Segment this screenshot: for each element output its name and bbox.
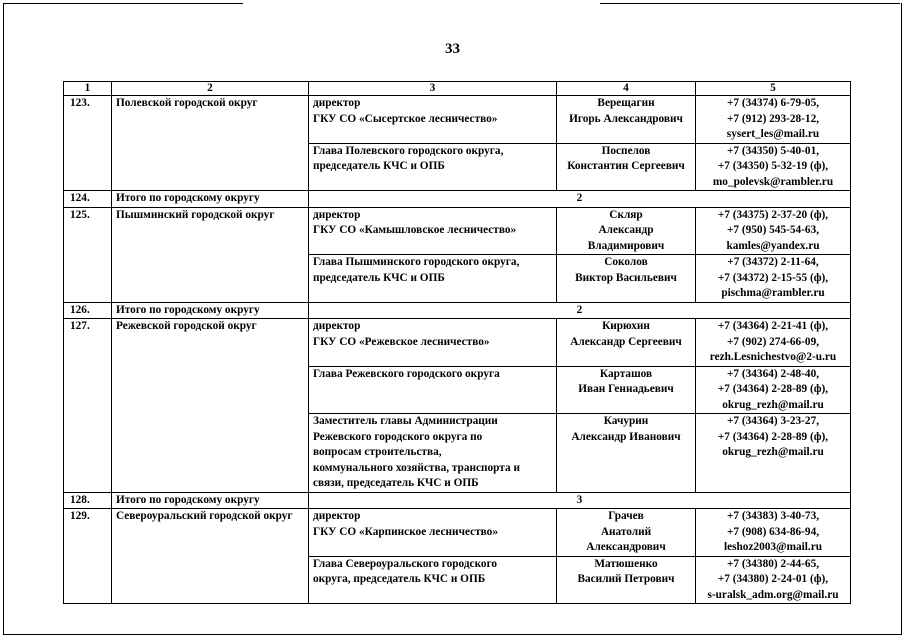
row-number: 123. (64, 96, 112, 191)
contact-cell (696, 255, 851, 303)
contact-line: pischma@rambler.ru (721, 287, 825, 299)
bottom-border (3, 634, 901, 635)
person-name-cell (557, 556, 696, 604)
total-row (64, 191, 851, 208)
position-cell (309, 414, 557, 493)
position-cell (309, 143, 557, 191)
page-number: 33 (445, 41, 460, 57)
contact-line: +7 (34372) 2-15-55 (ф), (717, 271, 829, 284)
position-line: Заместитель главы Администрации (313, 415, 498, 427)
table-row (64, 96, 851, 144)
row-number: 128. (64, 492, 112, 509)
contact-line: +7 (34350) 5-40-01, (726, 144, 820, 157)
person-name-line: Верещагин (597, 97, 655, 109)
total-label: Итого по городскому округу (112, 191, 309, 208)
person-name-line: Александр Сергеевич (570, 335, 682, 348)
contact-line: +7 (908) 634-86-94, (726, 525, 820, 538)
column-header: 4 (557, 82, 696, 96)
position-line: председатель КЧС и ОПБ (313, 160, 445, 172)
row-number: 127. (64, 319, 112, 493)
total-value: 3 (309, 492, 851, 509)
contact-line: okrug_rezh@mail.ru (722, 398, 824, 411)
person-name-line: Матюшенко (594, 557, 658, 570)
person-name-line: Кирюхин (602, 320, 650, 332)
position-line: Глава Североуральского городского (313, 557, 498, 570)
top-border-right (600, 3, 900, 4)
person-name-line: Александр Иванович (571, 430, 681, 443)
contact-line: +7 (34374) 6-79-05, (726, 97, 820, 109)
person-name-line: Грачев (608, 510, 644, 522)
person-name-line: Карташов (599, 367, 653, 380)
person-name-line: Виктор Васильевич (575, 271, 677, 284)
person-name-cell (557, 255, 696, 303)
contact-cell (696, 509, 851, 557)
contact-cell (696, 556, 851, 604)
position-line: Глава Режевского городского округа (313, 367, 500, 380)
column-header: 2 (112, 82, 309, 96)
contact-line: kamles@yandex.ru (726, 239, 820, 252)
person-name-line: Анатолий (600, 525, 652, 538)
position-line: директор (313, 320, 361, 332)
contact-line: +7 (34383) 3-40-73, (726, 510, 820, 522)
position-line: связи, председатель КЧС и ОПБ (313, 477, 479, 489)
person-name-cell (557, 414, 696, 493)
contact-line: +7 (902) 274-66-09, (726, 335, 820, 348)
contact-cell (696, 207, 851, 255)
position-line: ГКУ СО «Камышловское лесничество» (313, 224, 517, 236)
column-header: 5 (696, 82, 851, 96)
person-name-line: Василий Петрович (577, 573, 675, 585)
contact-line: rezh.Lesnichestvo@2-u.ru (709, 351, 837, 363)
position-line: председатель КЧС и ОПБ (313, 271, 445, 284)
contact-line: mo_polevsk@rambler.ru (712, 175, 834, 188)
position-line: коммунального хозяйства, транспорта и (313, 461, 520, 474)
table-header-row (64, 82, 851, 96)
district-name: Полевской городской округ (112, 96, 309, 191)
position-line: ГКУ СО «Карпинское лесничество» (313, 525, 498, 538)
position-line: директор (313, 510, 361, 522)
table-row (64, 207, 851, 255)
total-row (64, 492, 851, 509)
person-name-line: Скляр (609, 208, 643, 221)
position-line: ГКУ СО «Режевское лесничество» (313, 335, 490, 348)
position-line: вопросам строительства, (313, 446, 442, 458)
person-name-cell (557, 143, 696, 191)
district-name: Североуральский городской округ (112, 509, 309, 604)
position-cell (309, 366, 557, 414)
position-line: ГКУ СО «Сысертское лесничество» (313, 112, 498, 125)
top-border-left (3, 3, 243, 4)
person-name-line: Соколов (604, 256, 648, 268)
position-cell (309, 96, 557, 144)
person-name-line: Иван Геннадьевич (578, 383, 674, 395)
contact-line: +7 (34364) 3-23-27, (726, 415, 820, 427)
total-label: Итого по городскому округу (112, 492, 309, 509)
column-header: 3 (309, 82, 557, 96)
contact-line: +7 (34364) 2-48-40, (726, 367, 820, 380)
person-name-line: Игорь Александрович (569, 112, 683, 125)
contact-line: okrug_rezh@mail.ru (722, 446, 824, 458)
position-cell (309, 556, 557, 604)
person-name-cell (557, 319, 696, 367)
district-name: Режевской городской округ (112, 319, 309, 493)
table-row (64, 319, 851, 367)
person-name-cell (557, 207, 696, 255)
total-value: 2 (309, 302, 851, 319)
position-cell (309, 255, 557, 303)
position-line: Глава Полевского городского округа, (313, 144, 504, 157)
contacts-table (63, 81, 851, 604)
contact-cell (696, 366, 851, 414)
contact-cell (696, 319, 851, 367)
contact-cell (696, 143, 851, 191)
total-label: Итого по городскому округу (112, 302, 309, 319)
person-name-line: Александр (598, 224, 654, 236)
contact-line: +7 (912) 293-28-12, (726, 112, 820, 125)
column-header: 1 (64, 82, 112, 96)
person-name-line: Константин Сергеевич (567, 160, 685, 172)
position-cell (309, 319, 557, 367)
person-name-cell (557, 96, 696, 144)
contact-line: +7 (34372) 2-11-64, (727, 256, 819, 268)
contact-line: leshoz2003@mail.ru (723, 541, 823, 553)
person-name-cell (557, 366, 696, 414)
contact-line: +7 (34364) 2-28-89 (ф), (717, 383, 829, 395)
row-number: 125. (64, 207, 112, 302)
contact-line: +7 (34364) 2-28-89 (ф), (717, 430, 829, 443)
person-name-cell (557, 509, 696, 557)
position-line: округа, председатель КЧС и ОПБ (313, 573, 486, 585)
contact-line: +7 (950) 545-54-63, (726, 224, 820, 236)
district-name: Пышминский городской округ (112, 207, 309, 302)
position-line: директор (313, 208, 361, 221)
contact-line: +7 (34375) 2-37-20 (ф), (717, 208, 829, 221)
position-line: директор (313, 97, 361, 109)
contact-line: sysert_les@mail.ru (726, 128, 820, 140)
contact-line: +7 (34380) 2-44-65, (726, 557, 820, 570)
contact-line: +7 (34380) 2-24-01 (ф), (717, 573, 829, 585)
contact-line: s-uralsk_adm.org@mail.ru (707, 588, 839, 601)
total-row (64, 302, 851, 319)
position-line: Режевского городского округа по (313, 430, 483, 443)
row-number: 129. (64, 509, 112, 604)
contact-line: +7 (34364) 2-21-41 (ф), (717, 320, 829, 332)
total-value: 2 (309, 191, 851, 208)
row-number: 124. (64, 191, 112, 208)
contact-cell (696, 414, 851, 493)
position-line: Глава Пышминского городского округа, (313, 256, 520, 268)
contact-cell (696, 96, 851, 144)
person-name-line: Владимирович (587, 239, 665, 252)
row-number: 126. (64, 302, 112, 319)
person-name-line: Александрович (586, 541, 666, 553)
position-cell (309, 509, 557, 557)
person-name-line: Поспелов (601, 144, 651, 157)
table-row (64, 509, 851, 557)
contact-line: +7 (34350) 5-32-19 (ф), (717, 160, 829, 172)
person-name-line: Качурин (603, 415, 649, 427)
position-cell (309, 207, 557, 255)
